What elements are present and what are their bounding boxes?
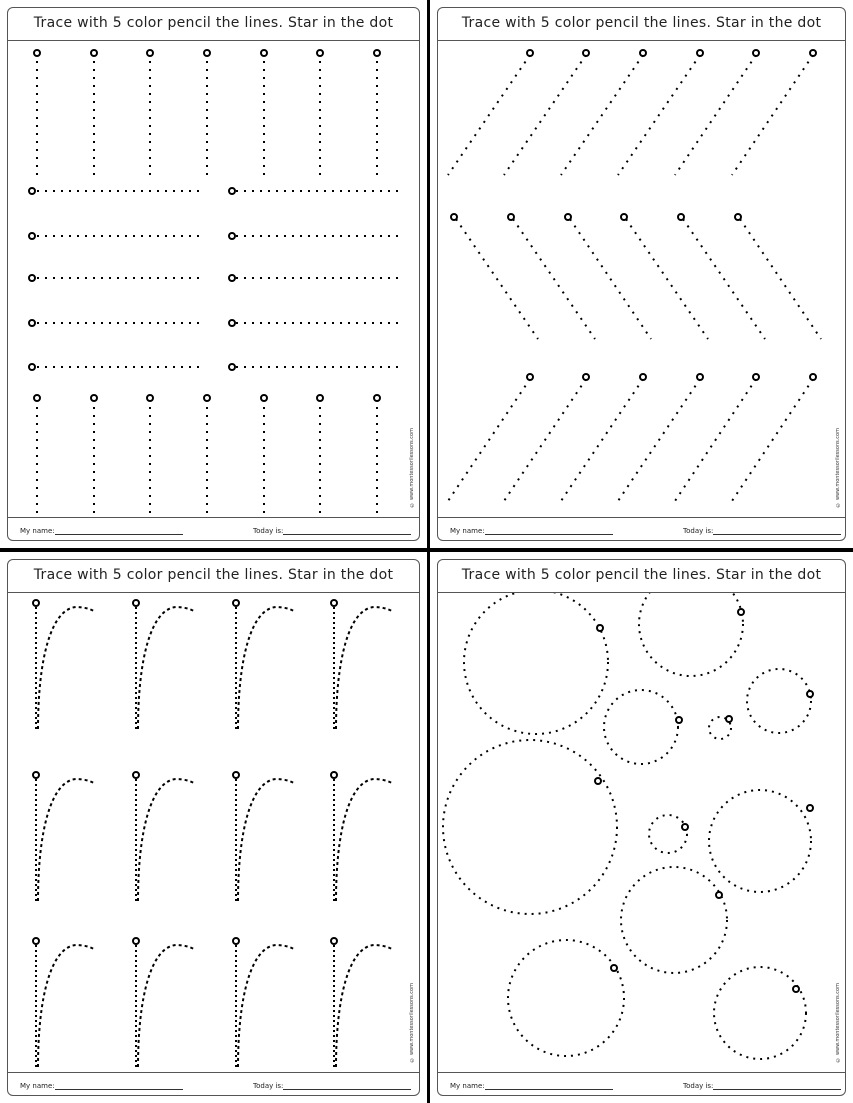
tracing-area-diagonal [438,41,845,521]
worksheet-title: Trace with 5 color pencil the lines. Star in the dot [8,8,419,41]
date-label: Today is: [683,1082,714,1090]
date-label: Today is: [253,1082,284,1090]
name-field[interactable] [55,1081,183,1090]
date-field[interactable] [283,1081,411,1090]
worksheet-footer [8,517,419,540]
worksheet-circles [430,552,853,1103]
tracing-area-curves [8,593,419,1073]
worksheet-diagonal-lines [430,0,853,548]
worksheet-footer [438,1072,845,1095]
date-field[interactable] [283,526,411,535]
date-label: Today is: [683,527,714,535]
worksheet-footer [438,517,845,540]
name-field[interactable] [485,1081,613,1090]
name-field[interactable] [485,526,613,535]
worksheet-title: Trace with 5 color pencil the lines. Star in the dot [8,560,419,593]
credit-text: © www.montessorilessons.com [835,428,841,508]
tracing-area-straight [8,41,419,521]
name-label: My name: [20,527,55,535]
start-dot-icon [29,50,380,401]
date-field[interactable] [713,526,841,535]
credit-text: © www.montessorilessons.com [409,983,415,1063]
date-label: Today is: [253,527,284,535]
date-field[interactable] [713,1081,841,1090]
worksheet-title: Trace with 5 color pencil the lines. Star in the dot [438,560,845,593]
name-field[interactable] [55,526,183,535]
worksheet-curves [0,552,427,1103]
credit-text: © www.montessorilessons.com [409,428,415,508]
name-label: My name: [20,1082,55,1090]
worksheet-title: Trace with 5 color pencil the lines. Star in the dot [438,8,845,41]
name-label: My name: [450,527,485,535]
worksheet-footer [8,1072,419,1095]
credit-text: © www.montessorilessons.com [835,983,841,1063]
tracing-area-circles [438,593,845,1073]
worksheet-straight-lines [0,0,427,548]
name-label: My name: [450,1082,485,1090]
